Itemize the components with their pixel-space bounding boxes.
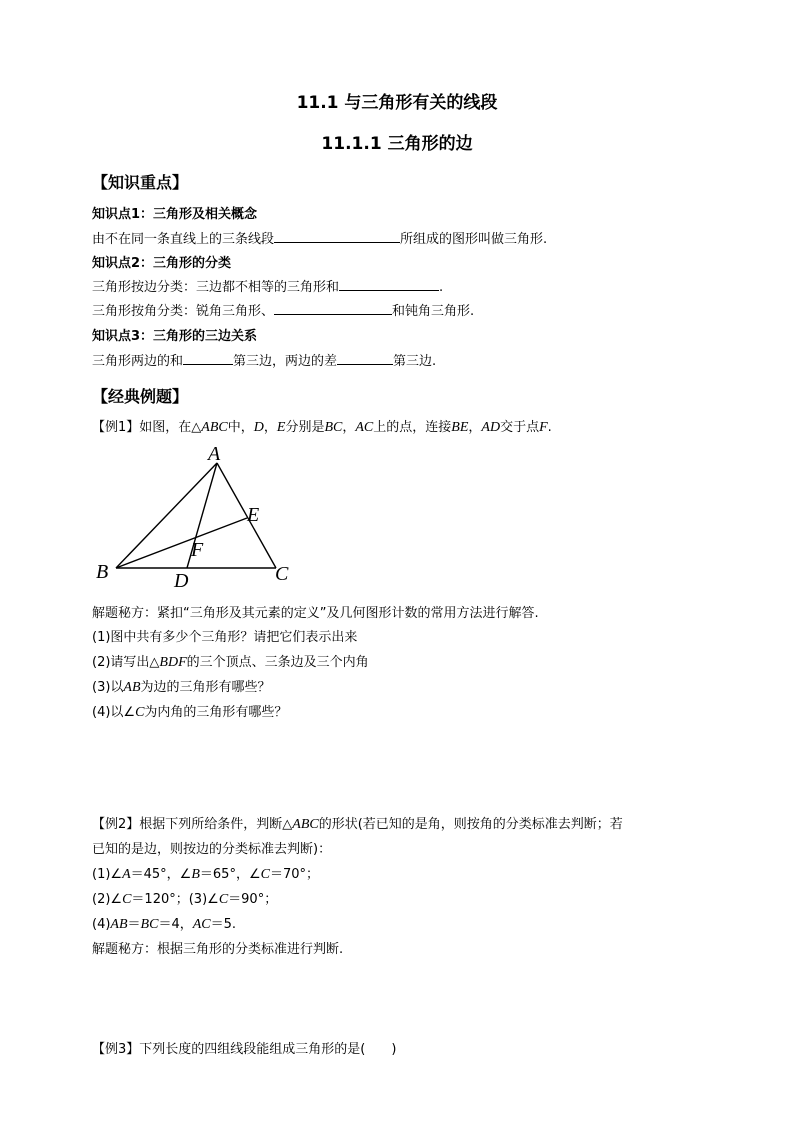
example-1-question-2 bbox=[92, 651, 369, 671]
ex1-abc: ABC bbox=[201, 420, 228, 435]
c1-b: ＝45°，∠ bbox=[130, 867, 192, 882]
ex1-bc: BC bbox=[324, 420, 343, 435]
ex1-f: F bbox=[539, 420, 548, 435]
example-1-question-4 bbox=[92, 701, 287, 721]
ex1-period: . bbox=[547, 420, 552, 435]
ex2-text-b: 的形状(若已知的是角，则按角的分类标准去判断；若 bbox=[318, 817, 623, 832]
ex1-tag: 【例1】 bbox=[92, 420, 140, 435]
triangle-figure bbox=[90, 440, 310, 595]
label-d: D bbox=[174, 570, 189, 592]
kp3-text-c: 第三边. bbox=[393, 354, 437, 369]
kp2-line1-b: . bbox=[439, 280, 444, 295]
label-f: F bbox=[191, 539, 204, 561]
ex2-tag: 【例2】 bbox=[92, 817, 140, 832]
example-2-statement bbox=[92, 813, 623, 833]
ex1-be: BE bbox=[451, 420, 469, 435]
q4-text-b: 为内角的三角形有哪些？ bbox=[144, 705, 288, 720]
example-1-hint: 解题秘方：紧扣“三角形及其元素的定义”及几何图形计数的常用方法进行解答. bbox=[92, 606, 539, 621]
page-subtitle: 11.1.1 三角形的边 bbox=[321, 134, 473, 154]
c2-C2: C bbox=[218, 892, 229, 907]
ex1-text-e: 交于点 bbox=[500, 420, 540, 435]
q2-text-a: (2)请写出△ bbox=[92, 655, 160, 670]
ex1-d: D bbox=[253, 420, 264, 435]
ex1-text-a: 如图，在△ bbox=[139, 420, 202, 435]
c1-A: A bbox=[122, 867, 131, 882]
kp3-blank-2[interactable] bbox=[337, 351, 393, 365]
section-heading-knowledge: 【知识重点】 bbox=[92, 173, 189, 192]
c1-B: B bbox=[191, 867, 200, 882]
example-2-statement-line2: 已知的是边，则按边的分类标准去判断)： bbox=[92, 842, 332, 857]
q3-text-b: 为边的三角形有哪些？ bbox=[140, 680, 271, 695]
ex1-e: E bbox=[276, 420, 286, 435]
kp1-text-b: 所组成的图形叫做三角形. bbox=[400, 232, 548, 247]
label-e: E bbox=[247, 504, 260, 526]
example-1-statement bbox=[92, 416, 552, 436]
c2-a: (2)∠ bbox=[92, 892, 123, 907]
ex3-text: 下列长度的四组线段能组成三角形的是( ) bbox=[139, 1042, 397, 1057]
knowledge-point-1-text bbox=[92, 228, 547, 247]
c4-BC: BC bbox=[140, 917, 159, 932]
c2-b: ＝120°；(3)∠ bbox=[131, 892, 219, 907]
q4-text-a: (4)以∠ bbox=[92, 705, 136, 720]
ex2-text-a: 根据下列所给条件，判断△ bbox=[139, 817, 293, 832]
ex1-text-d: 上的点，连接 bbox=[373, 420, 452, 435]
label-c: C bbox=[275, 563, 289, 585]
ex1-text-c: 分别是 bbox=[285, 420, 325, 435]
c4-b: ＝ bbox=[127, 917, 141, 932]
segment-be bbox=[116, 518, 247, 568]
c2-c: ＝90°； bbox=[228, 892, 278, 907]
example-1-question-1: (1)图中共有多少个三角形？请把它们表示出来 bbox=[92, 630, 358, 645]
c1-d: ＝70°； bbox=[269, 867, 319, 882]
kp3-text-b: 第三边，两边的差 bbox=[233, 354, 338, 369]
ex1-ac: AC bbox=[355, 420, 374, 435]
kp3-text-a: 三角形两边的和 bbox=[92, 354, 184, 369]
example-2-hint: 解题秘方：根据三角形的分类标准进行判断. bbox=[92, 942, 344, 957]
kp2-blank-2[interactable] bbox=[274, 301, 392, 315]
knowledge-point-3-label: 知识点3：三角形的三边关系 bbox=[92, 329, 258, 344]
example-2-condition-4 bbox=[92, 913, 236, 933]
kp2-line2-b: 和钝角三角形. bbox=[392, 304, 475, 319]
ex1-text-b: 中， bbox=[227, 420, 254, 435]
kp2-blank-1[interactable] bbox=[339, 277, 439, 291]
kp1-text-a: 由不在同一条直线上的三条线段 bbox=[92, 232, 275, 247]
kp3-blank-1[interactable] bbox=[183, 351, 233, 365]
example-2-condition-2-3 bbox=[92, 888, 277, 908]
q3-text-a: (3)以 bbox=[92, 680, 124, 695]
c4-a: (4) bbox=[92, 917, 111, 932]
c4-c: ＝4， bbox=[158, 917, 193, 932]
q2-text-b: 的三个顶点、三条边及三个内角 bbox=[186, 655, 369, 670]
ex1-ad: AD bbox=[481, 420, 501, 435]
label-b: B bbox=[96, 561, 109, 583]
knowledge-point-1-label: 知识点1：三角形及相关概念 bbox=[92, 207, 258, 222]
example-3-statement bbox=[92, 1038, 396, 1057]
kp2-line1-a: 三角形按边分类：三边都不相等的三角形和 bbox=[92, 280, 340, 295]
ex3-tag: 【例3】 bbox=[92, 1042, 140, 1057]
label-a: A bbox=[208, 443, 221, 465]
ex1-comma3: ， bbox=[468, 420, 482, 435]
ex1-comma2: ， bbox=[342, 420, 356, 435]
c1-c: ＝65°，∠ bbox=[199, 867, 261, 882]
knowledge-point-2-line1 bbox=[92, 276, 443, 295]
c4-AB: AB bbox=[110, 917, 128, 932]
example-2-condition-1 bbox=[92, 863, 319, 883]
q2-bdf: BDF bbox=[159, 655, 187, 670]
kp2-line2-a: 三角形按角分类：锐角三角形、 bbox=[92, 304, 275, 319]
ex2-abc: ABC bbox=[292, 817, 319, 832]
ex1-comma1: ， bbox=[263, 420, 277, 435]
page-title: 11.1 与三角形有关的线段 bbox=[296, 93, 498, 113]
knowledge-point-2-line2 bbox=[92, 300, 474, 319]
kp1-blank[interactable] bbox=[274, 229, 400, 243]
example-1-question-3 bbox=[92, 676, 271, 696]
c4-AC: AC bbox=[192, 917, 211, 932]
q3-ab: AB bbox=[123, 680, 141, 695]
knowledge-point-3-text bbox=[92, 350, 436, 369]
knowledge-point-2-label: 知识点2：三角形的分类 bbox=[92, 256, 232, 271]
q4-c: C bbox=[135, 705, 145, 720]
c1-a: (1)∠ bbox=[92, 867, 123, 882]
section-heading-examples: 【经典例题】 bbox=[92, 387, 189, 406]
c1-C: C bbox=[260, 867, 270, 882]
c4-d: ＝5. bbox=[210, 917, 237, 932]
c2-C: C bbox=[122, 892, 132, 907]
